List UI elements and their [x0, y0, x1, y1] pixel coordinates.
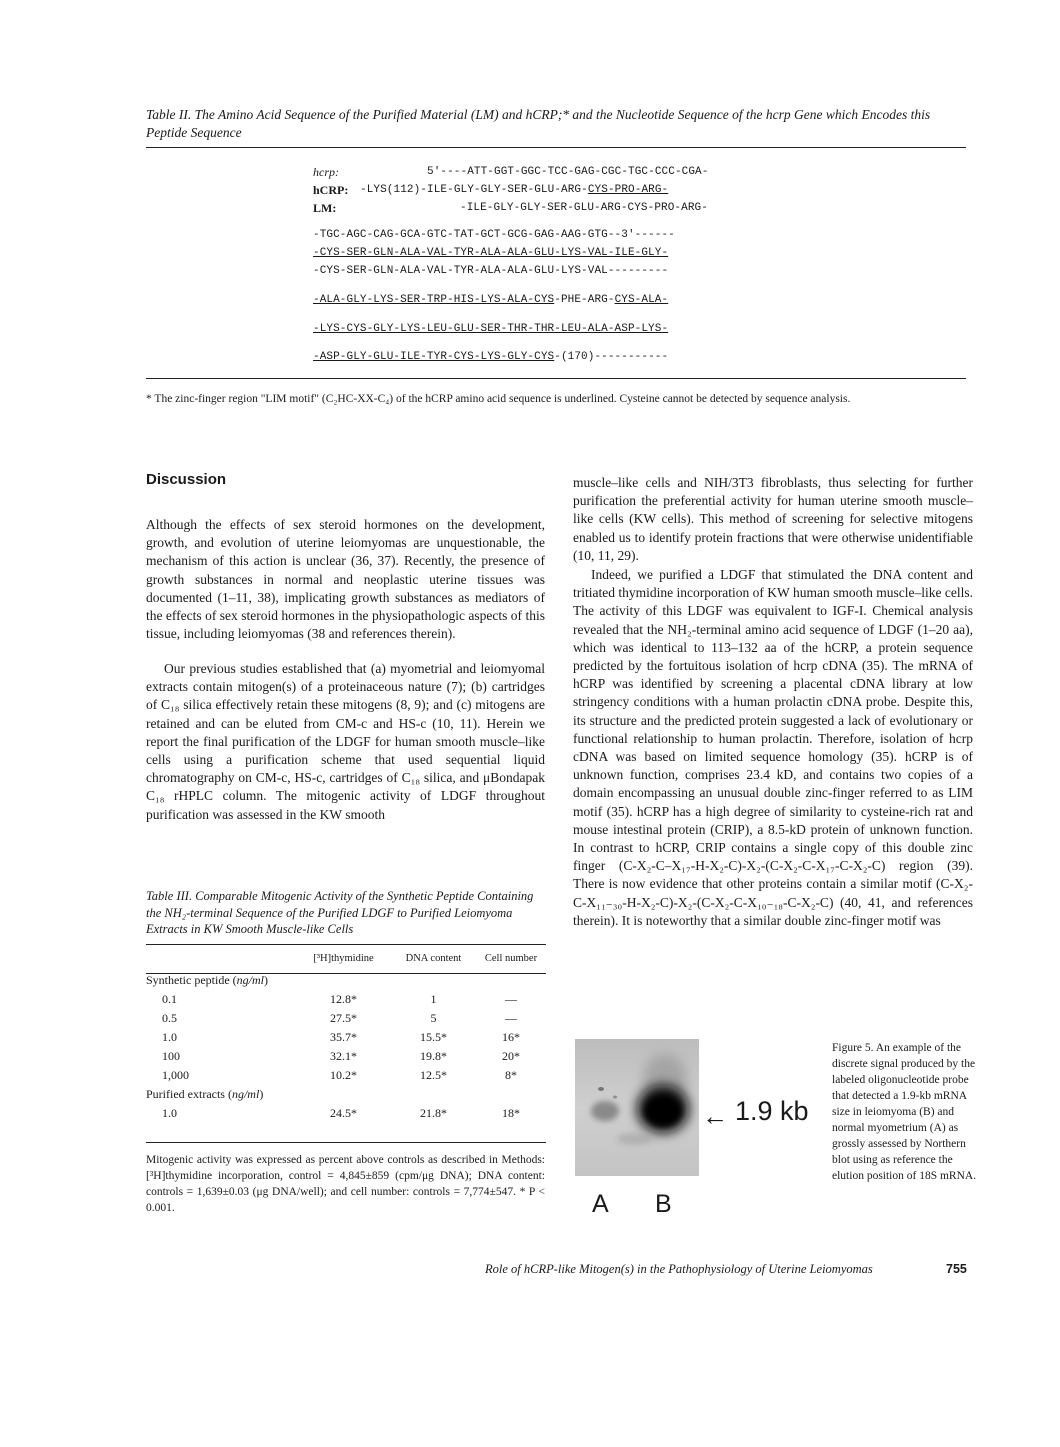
line3-mid: -PHE-ARG- [554, 294, 615, 306]
thymidine-cell [296, 1085, 391, 1104]
label-hCRP: hCRP: [313, 183, 349, 197]
col-header-label [146, 945, 296, 971]
table2-title: Table II. The Amino Acid Sequence of the Purified Material (LM) and hCRP;* and the Nucleotide Sequence of the hcrp Gene which Encodes this Peptide Sequence [146, 107, 931, 140]
dna-content-cell: 21.8* [420, 1106, 447, 1120]
thymidine-cell: 10.2* [330, 1068, 357, 1082]
dna-content-cell: 5 [430, 1011, 437, 1025]
table3-footnote: Mitogenic activity was expressed as percent above controls as described in Methods: [³H]thymidine incorporation, control = 4,845±859 (cpm/μg DNA); DNA content: controls = 1,639±0.03 (μg DNA/well); and cell number: controls = 7,774±547. * P < 0.001. [146, 1154, 545, 1214]
discussion-paragraph-2: Our previous studies established that (a) myometrial and leiomyomal extracts contain mitogen(s) of a proteinaceous nature (7); (b) cartridges of C₁₈ silica effectively retain these mitogens (8, 9); and (c) mitogens are retained and can be eluted from CM-c and HS-c (10, 11). Herein we report the final purification of the LDGF for human smooth muscle–like cells using a purification scheme that used sequential liquid chromatography on CM-c, HS-c, cartridges of C₁₈ silica, and μBondapak C₁₈ rHPLC column. The mitogenic activity of LDGF throughout purification was assessed in the KW smooth [146, 661, 545, 822]
LM-amino-line2: -CYS-SER-GLN-ALA-VAL-TYR-ALA-ALA-GLU-LYS-VAL--------- [313, 265, 669, 277]
hCRP-line1-underlined: CYS-PRO-ARG- [587, 184, 669, 196]
col-header-dna: DNA content [405, 953, 462, 964]
lane-a-label: A [592, 1190, 609, 1218]
hCRP-amino-line1 [360, 184, 668, 196]
thymidine-cell: 35.7* [330, 1030, 357, 1044]
hCRP-amino-line4: -LYS-CYS-GLY-LYS-LEU-GLU-SER-THR-THR-LEU-ALA-ASP-LYS- [313, 323, 669, 335]
thymidine-cell: 27.5* [330, 1011, 357, 1025]
thymidine-cell: 24.5* [330, 1106, 357, 1120]
label-LM: LM: [313, 201, 337, 215]
table3-title: Table III. Comparable Mitogenic Activity of the Synthetic Peptide Containing the NH₂-terminal Sequence of the Purified LDGF to Purified Leiomyoma Extracts in KW Smooth Muscle-like Cells [146, 889, 534, 936]
label-hcrp: hcrp: [313, 165, 339, 179]
discussion-paragraph-3: muscle–like cells and NIH/3T3 fibroblasts, thus selecting for further purification the preferential activity for human uterine smooth muscle–like cells (KW cells). This method of screening for selective mitogens enabled us to identify protein fractions that were otherwise unidentifiable (10, 11, 29). [573, 475, 973, 563]
hCRP-amino-line3 [313, 294, 668, 306]
hcrp-nucleotide-line1: 5'----ATT-GGT-GGC-TCC-GAG-CGC-TGC-CCC-CGA- [427, 166, 709, 178]
cell-number-cell [476, 1085, 546, 1104]
table3-row [146, 1009, 546, 1028]
LM-amino-line1: -ILE-GLY-GLY-SER-GLU-ARG-CYS-PRO-ARG- [460, 202, 708, 214]
table3-row [146, 1028, 546, 1047]
cell-number-cell: 18* [502, 1106, 520, 1120]
dna-content-cell: 15.5* [420, 1030, 447, 1044]
row-label: 0.5 [162, 1011, 177, 1025]
dna-content-cell [391, 1085, 476, 1104]
hCRP-amino-line2: -CYS-SER-GLN-ALA-VAL-TYR-ALA-ALA-GLU-LYS-VAL-ILE-GLY- [313, 247, 669, 259]
table3-row [146, 990, 546, 1009]
cell-number-cell: — [505, 992, 517, 1006]
line5-tail: -(170)----------- [554, 351, 669, 363]
dna-content-cell: 12.5* [420, 1068, 447, 1082]
col-header-thymidine: [³H]thymidine [313, 953, 374, 964]
table3 [146, 945, 546, 1123]
table3-group-row [146, 1085, 546, 1104]
col-header-cells: Cell number [484, 953, 538, 964]
cell-number-cell: 16* [502, 1030, 520, 1044]
table2-footnote: * The zinc-finger region "LIM motif" (C₂HC-XX-C₄) of the hCRP amino acid sequence is underlined. Cysteine cannot be detected by sequence analysis. [146, 393, 851, 405]
table2-bottom-rule [146, 378, 966, 379]
table3-row [146, 1104, 546, 1123]
table3-bottom-rule [146, 1142, 546, 1143]
thymidine-cell: 32.1* [330, 1049, 357, 1063]
table3-row [146, 1047, 546, 1066]
band-size-label: 1.9 kb [735, 1096, 809, 1126]
table3-row [146, 1066, 546, 1085]
table3-body [146, 971, 546, 1123]
row-label: Purified extracts (ng/ml) [146, 1087, 264, 1101]
cell-number-cell: — [505, 1011, 517, 1025]
dna-content-cell: 1 [430, 992, 437, 1006]
row-label: 1.0 [162, 1106, 177, 1120]
line5-underlined: -ASP-GLY-GLU-ILE-TYR-CYS-LYS-GLY-CYS [313, 351, 555, 363]
blot-svg [575, 1039, 699, 1176]
northern-blot-image [575, 1039, 699, 1176]
discussion-paragraph-4: Indeed, we purified a LDGF that stimulated the DNA content and tritiated thymidine incorporation of KW human smooth muscle–like cells. The activity of this LDGF was equivalent to IGF-I. Chemical analysis revealed that the NH₂-terminal amino acid sequence of LDGF (1–20 aa), which was identical to 113–132 aa of the hCRP, a protein sequence predicted by the fortuitous isolation of hcrp cDNA (35). The mRNA of hCRP was identified by screening a placental cDNA library at low stringency conditions with a human prolactin cDNA probe. Despite this, its structure and the predicted protein suggested a lack of evolutionary or functional relationship to human prolactin. Therefore, isolation of hcrp cDNA was based on limited sequence homology (35). hCRP is of unknown function, comprises 23.4 kD, and contains two copies of a domain encompassing an unusual double zinc-finger referred to as LIM motif (35). hCRP has a high degree of similarity to cysteine-rich rat and mouse intestinal protein (CRIP), a 8.5-kD protein of unknown function. In contrast to hCRP, CRIP contains a single copy of this double zinc finger (C-X₂-C–X₁₇-H-X₂-C)-X₂-(C-X₂-C-X₁₇-C-X₂-C) region (39). There is now evidence that other proteins contain a similar motif (C-X₂-C-X₁₁₋₃₀-H-X₂-C)-X₂-(C-X₂-C-X₁₀₋₁₈-C-X₂-C) (40, 41, and references therein). It is noteworthy that a similar double zinc-finger motif was [573, 567, 973, 928]
row-label: 1,000 [162, 1068, 189, 1082]
page-number: 755 [946, 1262, 967, 1276]
figure5-caption: Figure 5. An example of the discrete signal produced by the labeled oligonucleotide probe that detected a 1.9-kb mRNA size in leiomyoma (B) and normal myometrium (A) as grossly assessed by Northern blot using as reference the elution position of 18S mRNA. [832, 1042, 977, 1182]
table3-header-row [146, 945, 546, 971]
dna-content-cell: 19.8* [420, 1049, 447, 1063]
row-label: 0.1 [162, 992, 177, 1006]
hCRP-amino-line5 [313, 351, 668, 363]
discussion-paragraph-1: Although the effects of sex steroid hormones on the development, growth, and evolution of uterine leiomyomas are unquestionable, the mechanism of this action is unclear (36, 37). Recently, the presence of growth substances in normal and neoplastic uterine tissues was documented (1–11, 38), implicating growth substances as mediators of the effects of sex steroid hormones in the physiopathologic aspects of this tissue, including leiomyomas (38 and references therein). [146, 517, 545, 642]
thymidine-cell: 12.8* [330, 992, 357, 1006]
row-label: 100 [162, 1049, 180, 1063]
row-label: 1.0 [162, 1030, 177, 1044]
nucleotide-line2: -TGC-AGC-CAG-GCA-GTC-TAT-GCT-GCG-GAG-AAG-GTG--3'------ [313, 229, 675, 241]
running-title: Role of hCRP-like Mitogen(s) in the Pathophysiology of Uterine Leiomyomas [485, 1262, 873, 1276]
table3-header-rule [146, 973, 546, 974]
cell-number-cell: 20* [502, 1049, 520, 1063]
arrow-left-icon: ← [702, 1102, 728, 1131]
line3-underlined: -ALA-GLY-LYS-SER-TRP-HIS-LYS-ALA-CYS [313, 294, 555, 306]
lane-b-label: B [655, 1190, 672, 1218]
table2-top-rule [146, 147, 966, 148]
cell-number-cell: 8* [505, 1068, 517, 1082]
discussion-heading: Discussion [146, 471, 227, 488]
line3-underlined2: CYS-ALA- [614, 294, 669, 306]
row-label: Synthetic peptide (ng/ml) [146, 973, 268, 987]
hCRP-line1-plain: -LYS(112)-ILE-GLY-GLY-SER-GLU-ARG- [360, 184, 588, 196]
